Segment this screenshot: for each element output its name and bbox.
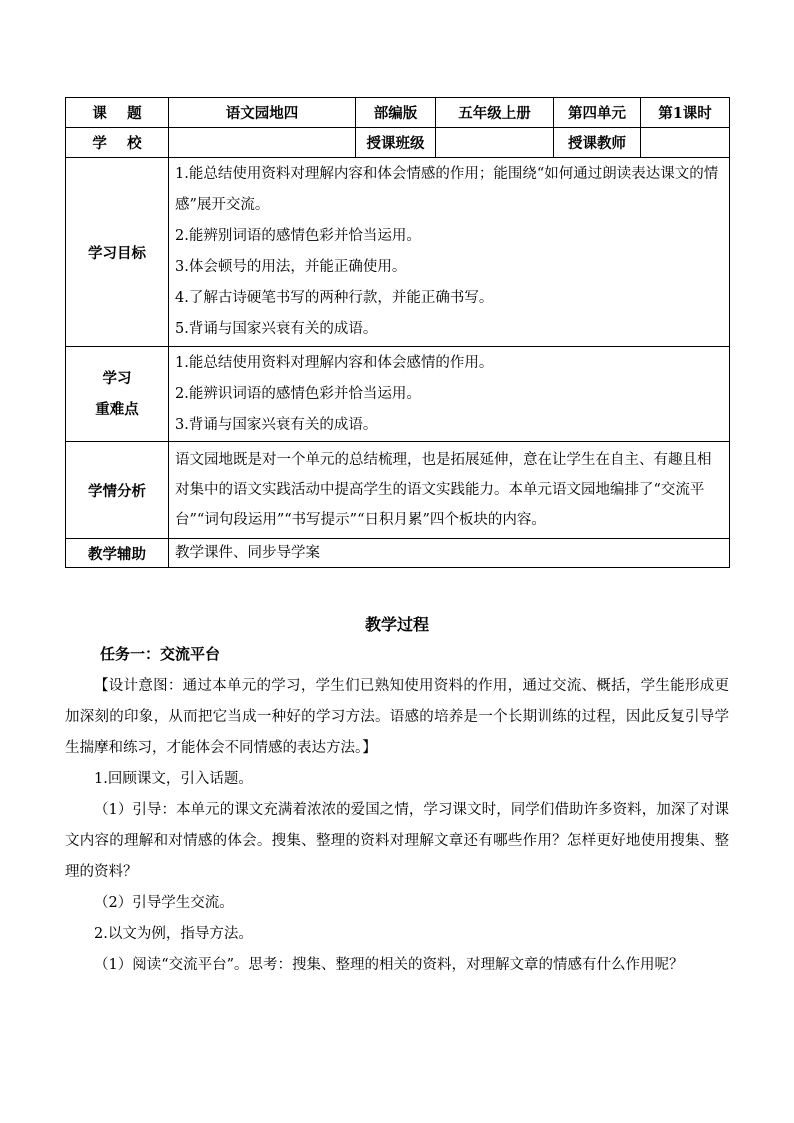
lesson-title: 语文园地四	[169, 98, 356, 128]
task-heading: 任务一：交流平台	[100, 645, 221, 663]
school-label: 学 校	[66, 128, 169, 158]
teacher-value	[641, 128, 730, 158]
difficulties-label-line2: 重难点	[95, 401, 139, 418]
goal-item: 4.了解古诗硬笔书写的两种行款，并能正确书写。	[175, 290, 494, 306]
design-intent-paragraph: 【设计意图：通过本单元的学习，学生们已熟知使用资料的作用，通过交流、概括，学生能形成更加深刻的印象，从而把它当成一种好的学习方法。语感的培养是一个长期训练的过程，因此反复引导学生揣摩和练习，才能体会不同情感的表达方法。】	[65, 678, 729, 756]
class-label: 授课班级	[356, 128, 436, 158]
goals-content	[169, 158, 730, 347]
goal-item: 2.能辨别词语的感情色彩并恰当运用。	[175, 228, 421, 244]
step-paragraph: 1.回顾课文，引入话题。	[94, 771, 253, 787]
aids-content: 教学课件、同步导学案	[169, 539, 730, 568]
edition: 部编版	[356, 98, 436, 128]
analysis-content	[169, 442, 730, 539]
table-row	[66, 539, 730, 568]
lesson-label: 课 题	[66, 98, 169, 128]
period: 第1课时	[641, 98, 730, 128]
aids-label: 教学辅助	[66, 539, 169, 568]
table-row	[66, 98, 730, 128]
goals-label: 学习目标	[66, 158, 169, 347]
step-paragraph: （2）引导学生交流。	[94, 895, 234, 911]
unit: 第四单元	[554, 98, 641, 128]
goal-item: 5.背诵与国家兴衰有关的成语。	[175, 321, 378, 337]
step-paragraph: （1）引导：本单元的课文充满着浓浓的爱国之情，学习课文时，同学们借助许多资料，加深了对课文内容的理解和对情感的体会。搜集、整理的资料对理解文章还有哪些作用？怎样更好地使用搜集、整理的资料？	[65, 802, 729, 880]
difficulty-item: 3.背诵与国家兴衰有关的成语。	[175, 416, 378, 433]
process-body	[65, 671, 729, 981]
analysis-label: 学情分析	[66, 442, 169, 539]
difficulties-label-line1: 学习	[102, 370, 132, 387]
step-paragraph: （1）阅读“交流平台”。思考：搜集、整理的相关的资料，对理解文章的情感有什么作用呢？	[94, 957, 684, 973]
difficulty-item: 1.能总结使用资料对理解内容和体会感情的作用。	[175, 354, 494, 371]
grade: 五年级上册	[436, 98, 554, 128]
process-title: 教学过程	[364, 615, 429, 634]
goal-item: 1.能总结使用资料对理解内容和体会情感的作用；能围绕“如何通过朗读表达课文的情感”展开交流。	[175, 166, 719, 213]
lesson-info-table	[65, 97, 730, 568]
difficulties-content	[169, 347, 730, 442]
step-paragraph: 2.以文为例，指导方法。	[94, 926, 253, 942]
table-row	[66, 158, 730, 347]
table-row	[66, 442, 730, 539]
class-value	[436, 128, 554, 158]
difficulties-label	[66, 347, 169, 442]
analysis-text: 语文园地既是对一个单元的总结梳理，也是拓展延伸，意在让学生在自主、有趣且相对集中的语文实践活动中提高学生的语文实践能力。本单元语文园地编排了“交流平台”“词句段运用”“书写提示”“日积月累”四个板块的内容。	[175, 452, 712, 528]
goal-item: 3.体会顿号的用法，并能正确使用。	[175, 259, 407, 275]
difficulty-item: 2.能辨识词语的感情色彩并恰当运用。	[175, 385, 421, 402]
teacher-label: 授课教师	[554, 128, 641, 158]
table-row	[66, 128, 730, 158]
school-value	[169, 128, 356, 158]
table-row	[66, 347, 730, 442]
